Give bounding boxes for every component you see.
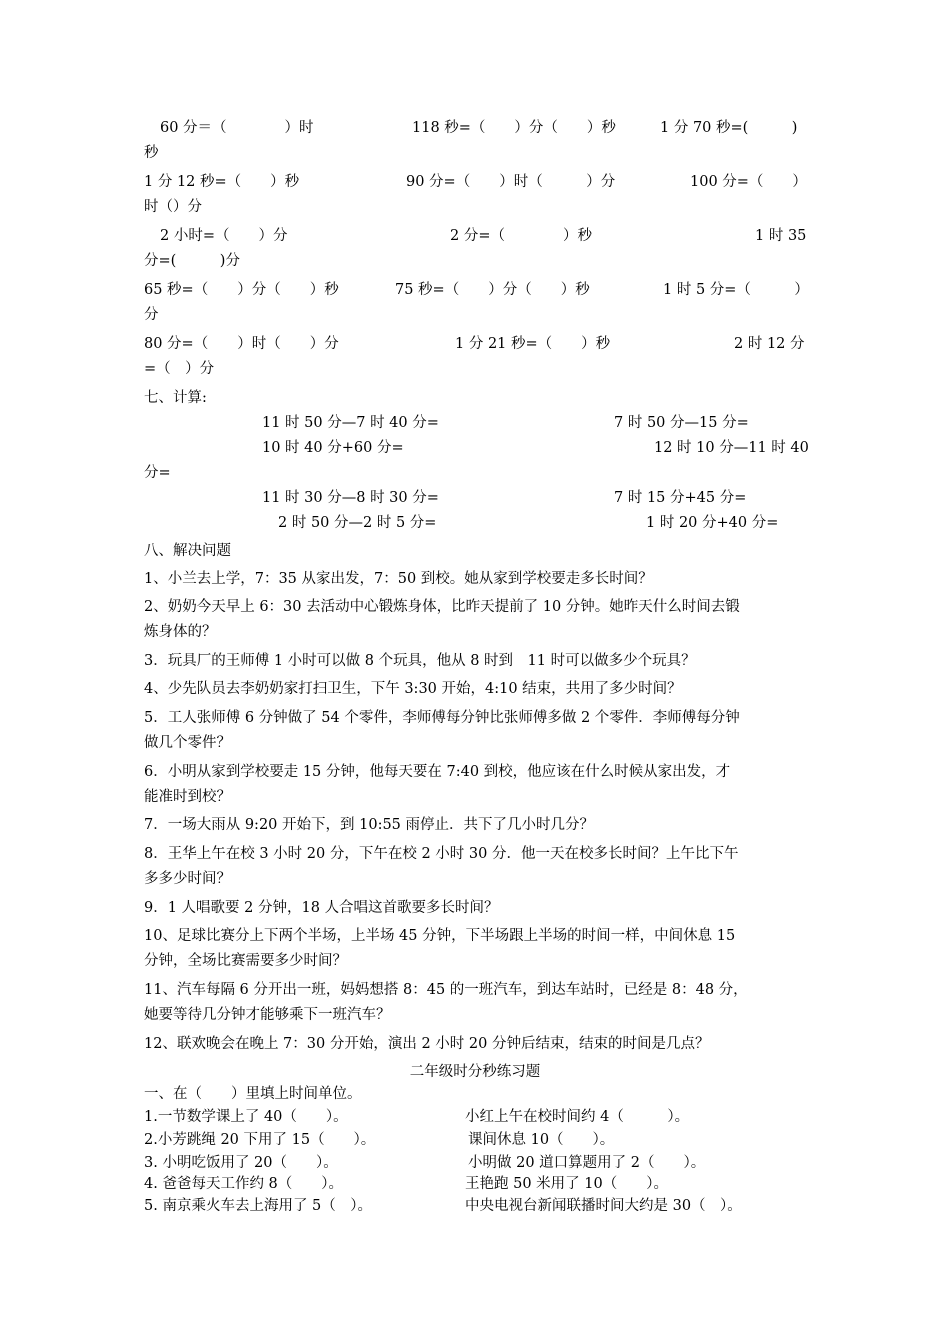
conversion-5-wrap: =（ ）分 bbox=[144, 361, 215, 377]
problem-6: 6．小明从家到学校要走 15 分钟，他每天要在 7:40 到校，他应该在什么时候从家出发，才 bbox=[144, 764, 731, 780]
conversion-2-wrap: 时（）分 bbox=[144, 199, 202, 215]
conversion-2a: 1 分 12 秒=（ ）秒 bbox=[144, 174, 300, 190]
conversion-3-wrap: 分=( )分 bbox=[144, 253, 240, 269]
problem-7: 7．一场大雨从 9:20 开始下，到 10:55 雨停止．共下了几小时几分？ bbox=[144, 817, 595, 833]
conversion-5b: 1 分 21 秒=（ ）秒 bbox=[455, 336, 611, 352]
calc-item-8: 1 时 20 分+40 分= bbox=[646, 515, 779, 531]
conversion-4c: 1 时 5 分=（ ） bbox=[663, 282, 809, 298]
conversion-1-wrap: 秒 bbox=[144, 145, 159, 161]
fill-item-8: 王艳跑 50 米用了 10（ ）。 bbox=[465, 1176, 668, 1192]
conversion-5c: 2 时 12 分 bbox=[734, 336, 805, 352]
problem-2-cont: 炼身体的？ bbox=[144, 624, 217, 640]
problem-5: 5．工人张师傅 6 分钟做了 54 个零件，李师傅每分钟比张师傅多做 2 个零件．李师傅每分钟 bbox=[144, 710, 740, 726]
fill-item-10: 中央电视台新闻联播时间大约是 30（ ）。 bbox=[465, 1198, 742, 1214]
section-title: 二年级时分秒练习题 bbox=[409, 1064, 541, 1080]
calc-item-1: 11 时 50 分—7 时 40 分= bbox=[262, 415, 439, 431]
fill-item-7: 4. 爸爸每天工作约 8（ ）。 bbox=[144, 1176, 344, 1192]
conversion-4b: 75 秒=（ ）分（ ）秒 bbox=[395, 282, 590, 298]
problem-8-cont: 多多少时间？ bbox=[144, 871, 231, 887]
problem-12: 12、联欢晚会在晚上 7：30 分开始，演出 2 小时 20 分钟后结束，结束的时间是几点？ bbox=[144, 1036, 710, 1052]
problem-5-cont: 做几个零件？ bbox=[144, 735, 231, 751]
conversion-4-wrap: 分 bbox=[144, 307, 159, 323]
problem-10: 10、足球比赛分上下两个半场，上半场 45 分钟，下半场跟上半场的时间一样，中间休息 15 bbox=[144, 928, 736, 944]
conversion-1b: 118 秒=（ ）分（ ）秒 bbox=[412, 120, 616, 136]
calc-item-7: 2 时 50 分—2 时 5 分= bbox=[278, 515, 437, 531]
calc-heading: 七、计算: bbox=[144, 390, 207, 406]
problem-11-cont: 她要等待几分钟才能够乘下一班汽车？ bbox=[144, 1007, 391, 1023]
problem-2: 2、奶奶今天早上 6：30 去活动中心锻炼身体，比昨天提前了 10 分钟。她昨天什么时间去锻 bbox=[144, 599, 740, 615]
conversion-2b: 90 分=（ ）时（ ）分 bbox=[406, 174, 616, 190]
fill-heading: 一、在（ ）里填上时间单位。 bbox=[144, 1086, 362, 1102]
fill-item-2: 小红上午在校时间约 4（ ）。 bbox=[465, 1109, 690, 1125]
conversion-4a: 65 秒=（ ）分（ ）秒 bbox=[144, 282, 339, 298]
fill-item-9: 5. 南京乘火车去上海用了 5（ ）。 bbox=[144, 1198, 373, 1214]
problem-11: 11、汽车每隔 6 分开出一班，妈妈想搭 8：45 的一班汽车，到达车站时，已经是 8：48 分， bbox=[144, 982, 748, 998]
conversion-2c: 100 分=（ ） bbox=[690, 174, 807, 190]
conversion-1c: 1 分 70 秒=( ) bbox=[660, 120, 798, 136]
calc-item-2: 7 时 50 分—15 分= bbox=[614, 415, 749, 431]
fill-item-1: 1.一节数学课上了 40（ ）。 bbox=[144, 1109, 348, 1125]
problems-heading: 八、解决问题 bbox=[144, 543, 231, 559]
problem-3: 3．玩具厂的王师傅 1 小时可以做 8 个玩具，他从 8 时到 11 时可以做多少个玩具？ bbox=[144, 653, 696, 669]
calc-item-3: 10 时 40 分+60 分= bbox=[262, 440, 404, 456]
fill-item-4: 课间休息 10（ ）。 bbox=[468, 1132, 615, 1148]
calc-item-6: 7 时 15 分+45 分= bbox=[614, 490, 747, 506]
problem-1: 1、小兰去上学，7：35 从家出发，7：50 到校。她从家到学校要走多长时间？ bbox=[144, 571, 653, 587]
conversion-1a: 60 分＝（ ）时 bbox=[160, 120, 314, 136]
fill-item-3: 2.小芳跳绳 20 下用了 15（ ）。 bbox=[144, 1132, 376, 1148]
problem-8: 8．王华上午在校 3 小时 20 分，下午在校 2 小时 30 分．他一天在校多长时间？上午比下午 bbox=[144, 846, 739, 862]
calc-item-4-wrap: 分= bbox=[144, 465, 171, 481]
problem-4: 4、少先队员去李奶奶家打扫卫生，下午 3:30 开始，4:10 结束，共用了多少时间？ bbox=[144, 681, 682, 697]
calc-item-4: 12 时 10 分—11 时 40 bbox=[654, 440, 809, 456]
problem-10-cont: 分钟，全场比赛需要多少时间？ bbox=[144, 953, 347, 969]
problem-6-cont: 能准时到校？ bbox=[144, 789, 231, 805]
conversion-3c: 1 时 35 bbox=[755, 228, 807, 244]
fill-item-5: 3. 小明吃饭用了 20（ ）。 bbox=[144, 1155, 338, 1171]
fill-item-6: 小明做 20 道口算题用了 2（ ）。 bbox=[468, 1155, 706, 1171]
conversion-3b: 2 分=（ ）秒 bbox=[450, 228, 592, 244]
problem-9: 9．1 人唱歌要 2 分钟，18 人合唱这首歌要多长时间？ bbox=[144, 900, 499, 916]
conversion-5a: 80 分=（ ）时（ ）分 bbox=[144, 336, 339, 352]
conversion-3a: 2 小时=（ ）分 bbox=[160, 228, 288, 244]
calc-item-5: 11 时 30 分—8 时 30 分= bbox=[262, 490, 439, 506]
